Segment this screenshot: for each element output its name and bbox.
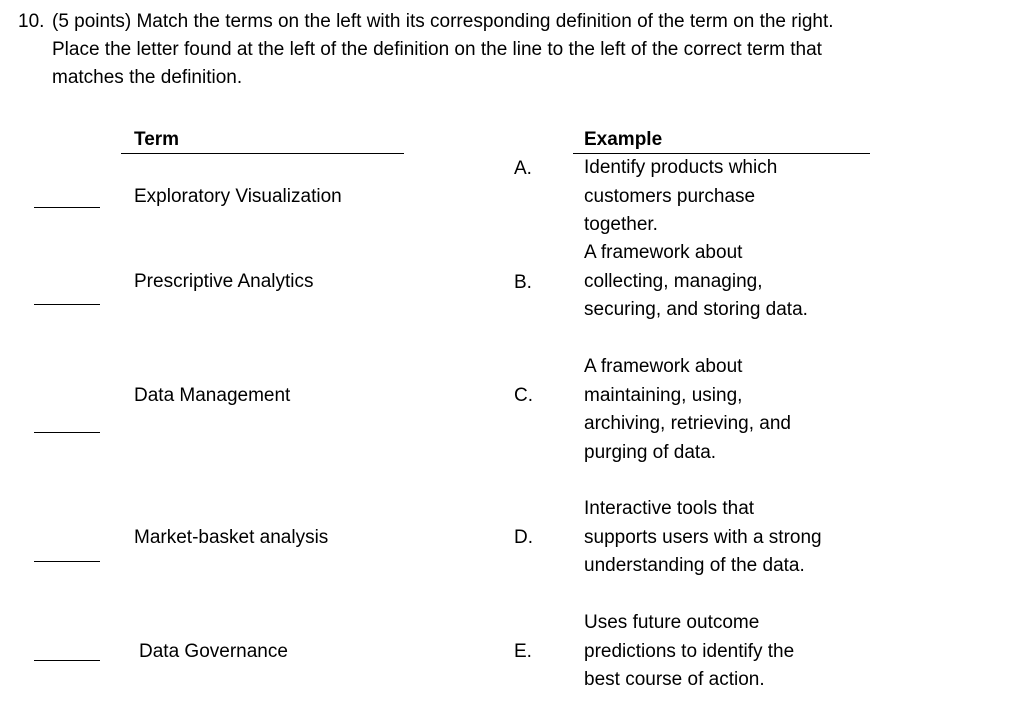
- question-line-2: Place the letter found at the left of the definition on the line to the left of the correct term that: [52, 39, 822, 60]
- definition-letter-a: A.: [514, 158, 532, 179]
- definition-a: [584, 154, 874, 240]
- definition-b-line: collecting, managing,: [584, 270, 763, 292]
- answer-blank-4[interactable]: [34, 561, 100, 562]
- definition-c: [584, 353, 874, 467]
- question-number: 10.: [18, 11, 45, 32]
- definition-letter-d: D.: [514, 527, 533, 548]
- answer-blank-3[interactable]: [34, 432, 100, 433]
- definition-d-line: Interactive tools that: [584, 498, 755, 519]
- definition-a-line: Identify products which: [584, 157, 778, 178]
- answer-blank-2[interactable]: [34, 304, 100, 305]
- definition-c-line: A framework about: [584, 356, 743, 377]
- question-line-1: [18, 8, 1008, 36]
- definition-letter-c: C.: [514, 385, 533, 406]
- definition-b-line: securing, and storing data.: [584, 299, 808, 320]
- definition-a-line: together.: [584, 214, 658, 235]
- answer-blank-1[interactable]: [34, 207, 100, 208]
- answer-blank-5[interactable]: [34, 660, 100, 661]
- term-item-3: Data Management: [134, 385, 291, 406]
- definition-e-line: Uses future outcome: [584, 612, 760, 633]
- definition-letter-e: E.: [514, 641, 532, 662]
- term-header-rule: [121, 153, 404, 154]
- term-item-4: Market-basket analysis: [134, 527, 329, 548]
- definition-e-line: best course of action.: [584, 669, 765, 690]
- definition-letter-b: B.: [514, 272, 532, 293]
- definition-c-line: archiving, retrieving, and: [584, 413, 791, 434]
- question-line-3: matches the definition.: [52, 67, 243, 88]
- term-item-1: Exploratory Visualization: [134, 186, 342, 207]
- definition-c-line: maintaining, using,: [584, 384, 743, 406]
- example-column-header: Example: [584, 129, 663, 150]
- question-prompt-1: (5 points) Match the terms on the left with its corresponding definition of the term on the right.: [52, 11, 834, 32]
- term-item-5: Data Governance: [139, 641, 288, 662]
- definition-e-line: predictions to identify the: [584, 640, 795, 662]
- definition-d-line: supports users with a strong: [584, 526, 822, 548]
- question-text: [18, 8, 1008, 92]
- definition-d-line: understanding of the data.: [584, 555, 805, 576]
- definition-d: [584, 495, 874, 581]
- term-item-2: Prescriptive Analytics: [134, 271, 314, 292]
- term-column-header: Term: [134, 129, 180, 150]
- definition-e: [584, 609, 874, 695]
- definition-b: [584, 239, 874, 325]
- definition-a-line: customers purchase: [584, 185, 756, 207]
- definition-b-line: A framework about: [584, 242, 743, 263]
- definition-c-line: purging of data.: [584, 441, 717, 463]
